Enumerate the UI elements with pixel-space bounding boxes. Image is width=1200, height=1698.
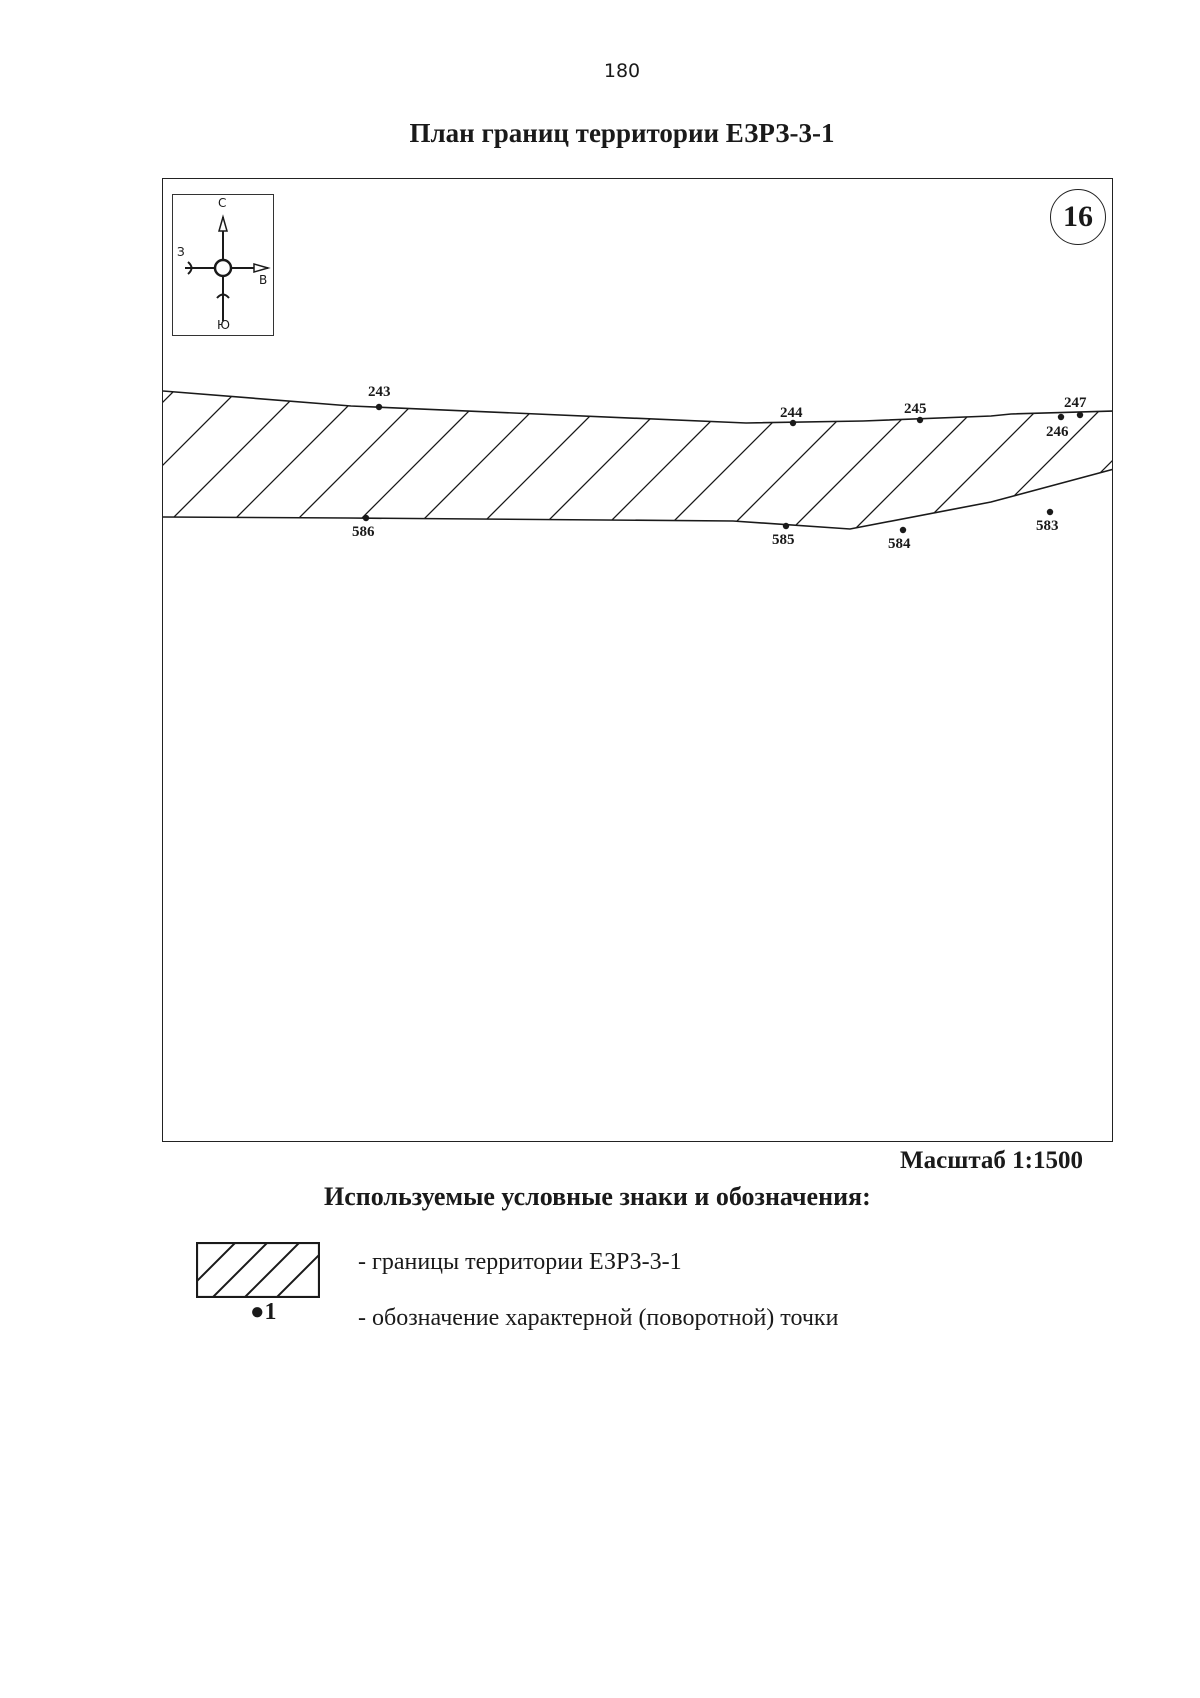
legend-point-symbol: ●1 [250,1299,277,1325]
lower-boundary-line [163,469,1113,529]
point-583 [1047,509,1053,515]
point-243 [376,404,382,410]
point-label: 247 [1064,395,1087,411]
legend-title: Используемые условные знаки и обозначения: [324,1182,871,1211]
point-label: 243 [368,384,391,400]
compass-east-label: В [259,273,268,287]
compass-south-label: Ю [217,318,230,332]
point-247 [1077,412,1083,418]
scale-label: Масштаб 1:1500 [900,1147,1083,1174]
compass-icon [173,195,273,335]
point-label: 586 [352,524,375,540]
point-586 [363,515,369,521]
compass-rose [172,194,274,336]
legend-item-point: - обозначение характерной (поворотной) точки [358,1305,839,1331]
sheet-number-badge: 16 [1050,189,1106,245]
boundary-map [163,179,1113,1142]
page-number: 180 [603,60,641,82]
point-584 [900,527,906,533]
page-title: План границ территории ЕЗРЗ-3-1 [409,118,835,148]
point-label: 246 [1046,424,1069,440]
point-label: 244 [780,405,803,421]
map-frame [162,178,1113,1142]
upper-boundary-line [163,391,1113,423]
point-label: 585 [772,532,795,548]
point-246 [1058,414,1064,420]
point-label: 584 [888,536,911,552]
point-label: 583 [1036,518,1059,534]
compass-west-label: З [177,245,185,259]
point-585 [783,523,789,529]
legend-hatch-symbol [196,1242,320,1298]
compass-north-label: С [218,196,227,210]
point-245 [917,417,923,423]
point-label: 245 [904,401,927,417]
legend-item-boundary: - границы территории ЕЗРЗ-3-1 [358,1249,682,1275]
